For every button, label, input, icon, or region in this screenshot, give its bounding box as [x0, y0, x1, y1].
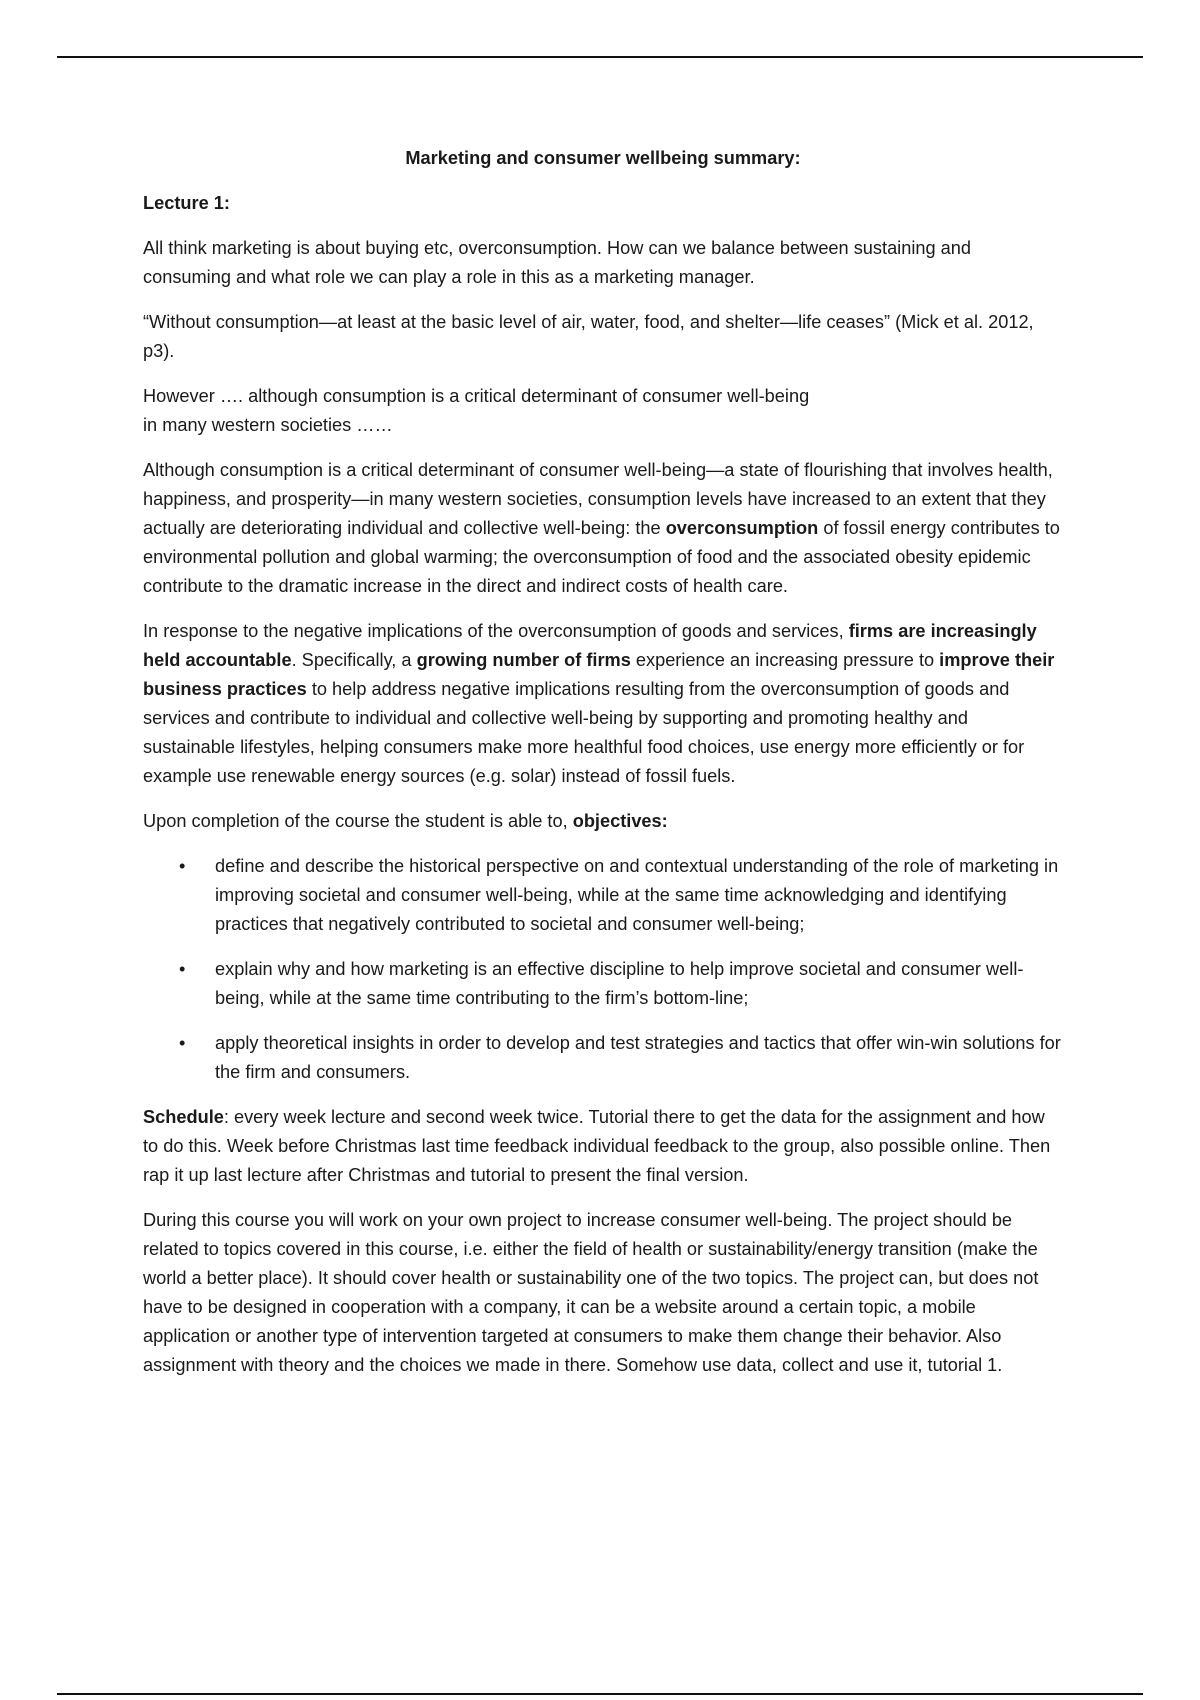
top-divider	[57, 56, 1143, 58]
list-item	[179, 852, 1063, 939]
paragraph-objectives-intro	[143, 807, 1063, 836]
bottom-divider	[57, 1693, 1143, 1695]
paragraph-firms	[143, 617, 1063, 791]
objective-text: define and describe the historical perspective on and contextual understanding of the role of marketing in improving societal and consumer well-being, while at the same time acknowledging and identifying practices that negatively contributed to societal and consumer well-being;	[215, 856, 1059, 934]
objective-text: explain why and how marketing is an effective discipline to help improve societal and consumer well-being, while at the same time contributing to the firm’s bottom-line;	[215, 959, 1024, 1008]
firms-text-4: to help address negative implications resulting from the overconsumption of goods and services and contribute to individual and collective well-being by supporting and promoting healthy and sustainable lifestyles, helping consumers make more healthful food choices, use energy more efficiently or for example use renewable energy sources (e.g. solar) instead of fossil fuels.	[143, 679, 1025, 786]
growing-number-bold: growing number of firms	[416, 650, 631, 670]
objective-text: apply theoretical insights in order to develop and test strategies and tactics that offer win-win solutions for the firm and consumers.	[215, 1033, 1061, 1082]
list-item	[179, 1029, 1063, 1087]
paragraph-consumption	[143, 456, 1063, 601]
objectives-bold: objectives:	[572, 811, 668, 831]
schedule-text: : every week lecture and second week twice. Tutorial there to get the data for the assignment and how to do this. Week before Christmas last time feedback individual feedback to the group, also possible online. Then rap it up last lecture after Christmas and tutorial to present the final version.	[143, 1107, 1051, 1185]
firms-text-1: In response to the negative implications of the overconsumption of goods and services,	[143, 621, 849, 641]
however-line-2: in many western societies ……	[143, 415, 393, 435]
paragraph-schedule	[143, 1103, 1063, 1190]
bullet-icon: •	[179, 856, 186, 876]
lecture-heading: Lecture 1:	[143, 193, 230, 213]
paragraph-quote: “Without consumption—at least at the basic level of air, water, food, and shelter—life ceases” (Mick et al. 2012, p3).	[143, 312, 1034, 361]
firms-text-3: experience an increasing pressure to	[630, 650, 940, 670]
objectives-list	[143, 852, 1063, 1087]
business-practices-bold: improve their business practices	[143, 650, 1055, 699]
list-item	[179, 955, 1063, 1013]
document-title: Marketing and consumer wellbeing summary:	[405, 148, 801, 168]
document-page	[143, 144, 1063, 1396]
schedule-bold: Schedule	[143, 1107, 224, 1127]
however-line-1: However …. although consumption is a critical determinant of consumer well-being	[143, 386, 810, 406]
firms-text-2: . Specifically, a	[291, 650, 417, 670]
objectives-intro-text: Upon completion of the course the student is able to,	[143, 811, 573, 831]
consumption-text-1: Although consumption is a critical determinant of consumer well-being—a state of flourishing that involves health, happiness, and prosperity—in many western societies, consumption levels have increased to an extent that they actually are deteriorating individual and collective well-being: the	[143, 460, 1053, 538]
firms-accountable-bold: firms are increasingly held accountable	[143, 621, 1037, 670]
bullet-icon: •	[179, 1033, 186, 1053]
paragraph-project: During this course you will work on your own project to increase consumer well-being. The project should be related to topics covered in this course, i.e. either the field of health or sustainability/energy transition (make the world a better place). It should cover health or sustainability one of the two topics. The project can, but does not have to be designed in cooperation with a company, it can be a website around a certain topic, a mobile application or another type of intervention targeted at consumers to make them change their behavior. Also assignment with theory and the choices we made in there. Somehow use data, collect and use it, tutorial 1.	[143, 1210, 1039, 1375]
paragraph-however	[143, 382, 1063, 440]
paragraph-intro: All think marketing is about buying etc, overconsumption. How can we balance between sustaining and consuming and what role we can play a role in this as a marketing manager.	[143, 238, 972, 287]
consumption-text-2: of fossil energy contributes to environmental pollution and global warming; the overconsumption of food and the associated obesity epidemic contribute to the dramatic increase in the direct and indirect costs of health care.	[143, 518, 1060, 596]
overconsumption-bold: overconsumption	[665, 518, 819, 538]
bullet-icon: •	[179, 959, 186, 979]
